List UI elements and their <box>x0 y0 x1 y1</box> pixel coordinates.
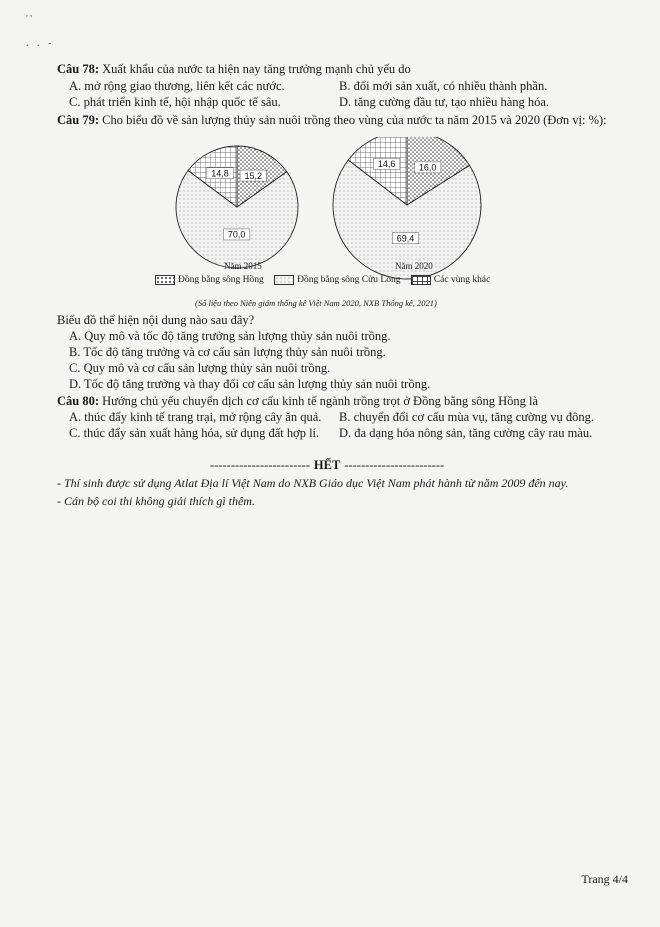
end-dashes-left: ------------------------ <box>210 458 310 472</box>
chart-caption-2020: Năm 2020 <box>395 261 433 271</box>
question-79-text: Cho biểu đồ về sản lượng thủy sản nuôi trồng theo vùng của nước ta năm 2015 và 2020 (Đơn vị: %): <box>102 113 607 127</box>
question-80-text: Hướng chủ yếu chuyển dịch cơ cấu kinh tế ngành trồng trọt ở Đồng bằng sông Hồng là <box>102 394 539 408</box>
pie-label-1-0: 16,0 <box>418 162 437 173</box>
legend-label-other: Các vùng khác <box>433 275 491 286</box>
q80-option-c: C. thúc đẩy sản xuất hàng hóa, sử dụng đất hợp lí. <box>69 426 320 440</box>
end-marker <box>210 458 444 473</box>
legend-item-red-river <box>155 275 266 285</box>
pie-label-1-2: 14,6 <box>377 159 396 170</box>
q78-option-c: C. phát triển kinh tế, hội nhập quốc tế sâu. <box>69 95 281 109</box>
pie-chart-svg <box>150 137 520 297</box>
legend-item-mekong <box>274 275 403 285</box>
legend-item-other <box>411 275 490 285</box>
q79-option-b: B. Tốc độ tăng trưởng và cơ cấu sản lượng thủy sản nuôi trồng. <box>69 345 386 359</box>
q78-option-a: A. mở rộng giao thương, liên kết các nước. <box>69 79 285 93</box>
q79-option-d: D. Tốc độ tăng trưởng và thay đổi cơ cấu sản lượng thủy sản nuôi trồng. <box>69 377 431 391</box>
question-78-label: Câu 78: <box>57 62 100 76</box>
note-atlat: - Thí sinh được sử dụng Atlat Địa lí Việt Nam do NXB Giáo dục Việt Nam phát hành từ năm 2009 đến nay. <box>57 476 569 490</box>
q80-option-b: B. chuyển đổi cơ cấu mùa vụ, tăng cường vụ đông. <box>339 410 595 424</box>
legend-swatch-light <box>274 275 294 285</box>
q78-option-d: D. tăng cường đầu tư, tạo nhiều hàng hóa. <box>339 95 550 109</box>
q80-option-d: D. đa dạng hóa nông sản, tăng cường cây rau màu. <box>339 426 593 440</box>
corner-mark-bottom: . . - <box>26 38 55 49</box>
question-79 <box>57 113 607 127</box>
note-proctor: - Cán bộ coi thi không giải thích gì thêm. <box>57 494 255 508</box>
pie-charts <box>150 137 520 297</box>
question-80 <box>57 394 538 408</box>
legend-swatch-dense <box>155 275 175 285</box>
end-dashes-right: ------------------------ <box>344 458 445 472</box>
q79-option-c: C. Quy mô và cơ cấu sản lượng thủy sản nuôi trồng. <box>69 361 331 375</box>
legend-label-mekong: Đồng bằng sông Cửu Long <box>297 275 401 286</box>
question-78 <box>57 62 411 76</box>
pie-label-0-2: 14,8 <box>211 168 229 179</box>
chart-caption-2015: Năm 2015 <box>224 261 262 271</box>
page-number: Trang 4/4 <box>581 872 628 886</box>
corner-mark-top: ' ' <box>26 14 33 25</box>
q79-option-a: A. Quy mô và tốc độ tăng trưởng sản lượng thủy sản nuôi trồng. <box>69 329 391 343</box>
chart-source-note: (Số liệu theo Niên giám thống kê Việt Nam 2020, NXB Thống kê, 2021) <box>195 298 437 308</box>
question-80-label: Câu 80: <box>57 394 100 408</box>
chart-legend <box>155 275 498 285</box>
question-79-label: Câu 79: <box>57 113 100 127</box>
q78-option-b: B. đổi mới sản xuất, có nhiều thành phần. <box>339 79 548 93</box>
pie-label-0-1: 70,0 <box>227 229 246 240</box>
question-78-text: Xuất khẩu của nước ta hiện nay tăng trưởng mạnh chủ yếu do <box>102 62 411 76</box>
q80-option-a: A. thúc đẩy kinh tế trang trại, mở rộng cây ăn quả. <box>69 410 322 424</box>
legend-label-red-river: Đồng bằng sông Hồng <box>178 275 264 286</box>
pie-label-1-1: 69,4 <box>396 233 415 244</box>
pie-label-0-0: 15,2 <box>244 170 263 181</box>
q79-prompt: Biểu đồ thể hiện nội dung nào sau đây? <box>57 313 255 327</box>
end-label: HẾT <box>313 458 341 472</box>
legend-swatch-grid <box>411 275 431 285</box>
